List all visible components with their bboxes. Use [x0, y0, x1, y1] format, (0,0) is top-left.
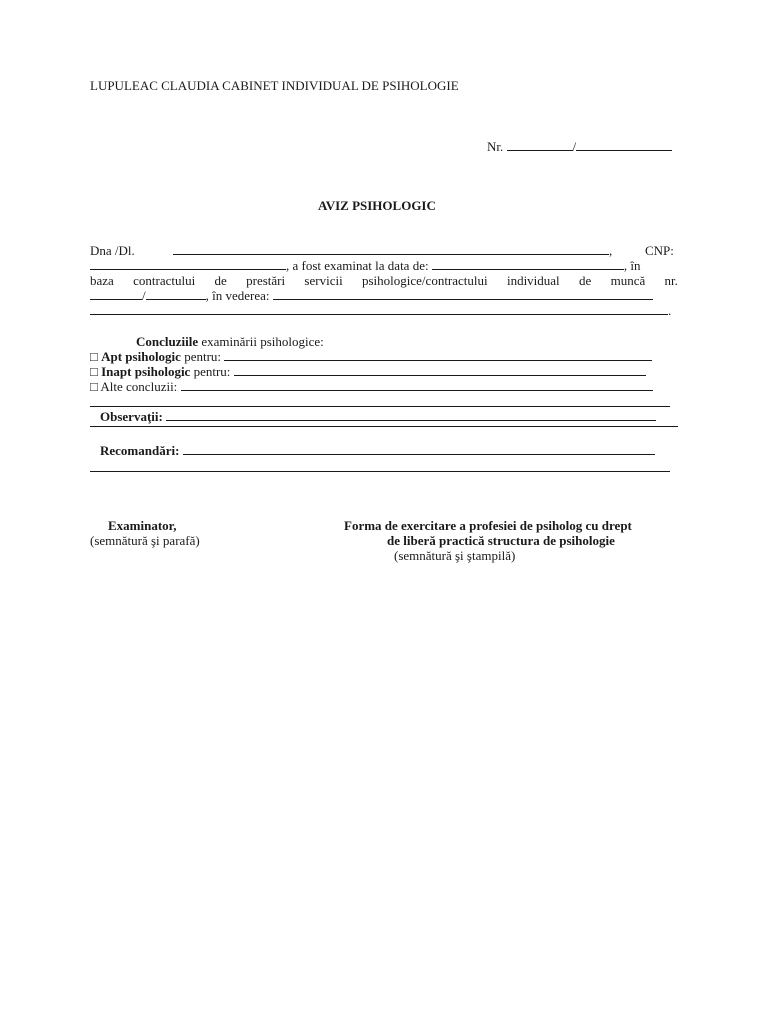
examiner-title: Examinator, — [108, 518, 177, 533]
conclusions-heading-bold: Concluziile — [136, 334, 199, 349]
contract-word: nr. — [664, 273, 678, 288]
document-number-row — [487, 139, 672, 154]
contract-number-row — [90, 288, 653, 303]
conclusion-inapt-row — [90, 364, 646, 379]
checkbox-icon[interactable]: □ — [90, 379, 98, 394]
contract-word: individual — [506, 273, 560, 288]
contract-word: de — [214, 273, 227, 288]
dna-label: Dna /Dl. — [90, 243, 135, 258]
contract-word: prestări — [246, 273, 286, 288]
year-field[interactable] — [576, 139, 672, 151]
name-field[interactable] — [173, 243, 609, 255]
contract-text-row — [90, 273, 678, 288]
contract-number-field[interactable] — [90, 288, 142, 300]
conclusion-inapt-label: Inapt psihologic — [101, 364, 191, 379]
contract-word: contractului — [133, 273, 196, 288]
contract-word: psihologice/contractului — [362, 273, 488, 288]
conclusions-heading — [136, 334, 324, 349]
contract-slash: / — [142, 288, 146, 303]
cnp-label: CNP: — [645, 243, 674, 258]
exam-date-row — [90, 258, 640, 273]
cnp-field[interactable] — [90, 258, 286, 270]
purpose-period: . — [668, 303, 672, 318]
recommendations-line[interactable] — [90, 471, 670, 472]
checkbox-icon[interactable]: □ — [90, 364, 98, 379]
conclusion-other-line[interactable] — [90, 406, 670, 407]
conclusion-apt-field[interactable] — [224, 349, 652, 361]
conclusion-other-row — [90, 379, 653, 394]
document-title: AVIZ PSIHOLOGIC — [318, 198, 436, 213]
number-separator: / — [572, 139, 577, 154]
recommendations-label: Recomandări: — [100, 443, 180, 458]
contract-word: muncă — [610, 273, 646, 288]
conclusion-apt-suffix: pentru: — [180, 349, 222, 364]
number-field[interactable] — [507, 139, 573, 151]
conclusion-apt-row — [90, 349, 652, 364]
checkbox-icon[interactable]: □ — [90, 349, 98, 364]
conclusion-other-label: Alte concluzii: — [100, 379, 178, 394]
purpose-field[interactable] — [273, 288, 653, 300]
practice-title-line1: Forma de exercitare a profesiei de psiholog cu drept — [344, 518, 632, 533]
conclusion-inapt-field[interactable] — [234, 364, 646, 376]
conclusion-inapt-suffix: pentru: — [190, 364, 231, 379]
exam-date-field[interactable] — [432, 258, 624, 270]
name-comma: , — [609, 243, 613, 258]
purpose-continuation-row — [90, 303, 671, 318]
contract-word: de — [578, 273, 592, 288]
practice-title-line2: de liberă practică structura de psihologie — [387, 533, 615, 548]
contract-word: servicii — [304, 273, 343, 288]
cabinet-header: LUPULEAC CLAUDIA CABINET INDIVIDUAL DE PSIHOLOGIE — [90, 78, 459, 93]
conclusion-apt-label: Apt psihologic — [101, 349, 181, 364]
in-word: , în — [623, 258, 641, 273]
observations-field[interactable] — [166, 409, 656, 421]
purpose-field-continued[interactable] — [90, 303, 668, 315]
recommendations-row — [100, 443, 655, 458]
contract-date-field[interactable] — [146, 288, 206, 300]
observations-line[interactable] — [90, 426, 678, 427]
recommendations-field[interactable] — [183, 443, 655, 455]
observations-row — [100, 409, 656, 424]
practice-note: (semnătură şi ştampilă) — [394, 548, 516, 563]
number-label: Nr. — [487, 139, 504, 154]
contract-word: baza — [90, 273, 114, 288]
observations-label: Observaţii: — [100, 409, 163, 424]
name-row — [173, 243, 612, 258]
examined-text: , a fost examinat la data de: — [286, 258, 429, 273]
conclusion-other-field[interactable] — [181, 379, 653, 391]
conclusions-heading-rest: examinării psihologice: — [198, 334, 324, 349]
examiner-note: (semnătură şi parafă) — [90, 533, 200, 548]
in-vederea-text: , în vederea: — [205, 288, 270, 303]
